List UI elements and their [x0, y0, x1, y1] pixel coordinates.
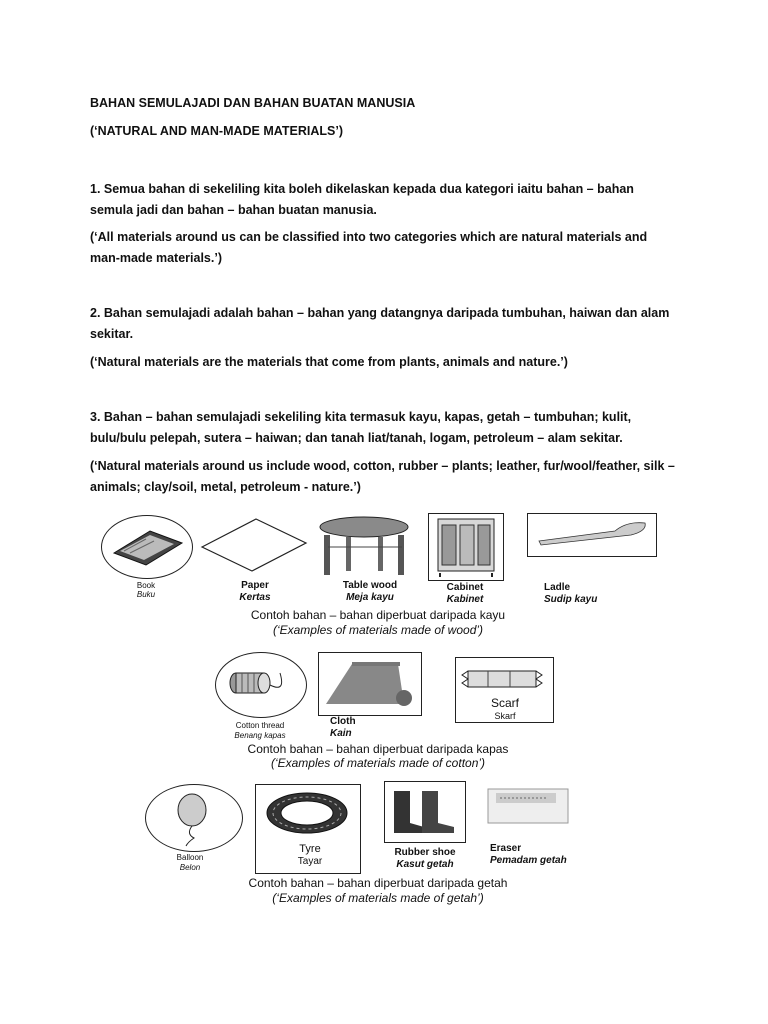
ladle-icon: [535, 519, 651, 549]
label-table-ms: Meja kayu: [346, 592, 394, 603]
scarf-icon: [462, 665, 546, 693]
label-ladle-ms: Sudip kayu: [544, 594, 598, 605]
label-rubber-shoe-ms: Kasut getah: [396, 859, 454, 870]
label-balloon-en: Balloon: [176, 853, 204, 862]
label-scarf-ms: Skarf: [494, 711, 516, 721]
label-cloth-en: Cloth: [330, 716, 356, 727]
label-table-en: Table wood: [342, 580, 398, 591]
cotton-caption-en: (‘Examples of materials made of cotton’): [270, 756, 486, 770]
label-tyre-en: Tyre: [299, 843, 321, 855]
tyre-icon: [264, 791, 350, 837]
label-book-ms: Buku: [136, 590, 156, 599]
rubber-shoe-icon: [390, 787, 460, 837]
paragraph-3-english: (‘Natural materials around us include wood, cotton, rubber – plants; leather, fur/wool/feather, silk – animals; clay/soil, metal, petroleum - nature.’): [90, 459, 675, 494]
balloon-icon: [172, 792, 212, 846]
materials-figure: [0, 505, 768, 915]
cotton-thread-icon: [228, 663, 292, 703]
book-icon: [110, 527, 186, 567]
label-rubber-shoe-en: Rubber shoe: [394, 847, 456, 858]
paper-icon: [200, 517, 310, 573]
paragraph-1-english: (‘All materials around us can be classified into two categories which are natural materials and man-made materials.’): [90, 230, 648, 265]
rubber-caption-ms: Contoh bahan – bahan diperbuat daripada getah: [248, 876, 508, 890]
label-book-en: Book: [136, 581, 156, 590]
paragraph-2-malay: 2. Bahan semulajadi adalah bahan – bahan yang datangnya daripada tumbuhan, haiwan dan alam sekitar.: [90, 306, 670, 341]
eraser-icon: [486, 785, 570, 827]
label-ladle-en: Ladle: [544, 582, 571, 593]
label-cabinet-ms: Kabinet: [446, 594, 484, 605]
label-paper-en: Paper: [241, 580, 269, 591]
label-tyre-ms: Tayar: [297, 856, 323, 867]
cabinet-icon: [436, 517, 496, 577]
rubber-caption-en: (‘Examples of materials made of getah’): [272, 891, 484, 905]
cotton-caption-ms: Contoh bahan – bahan diperbuat daripada kapas: [247, 742, 509, 756]
page-subtitle: (‘NATURAL AND MAN-MADE MATERIALS’): [90, 124, 343, 138]
paragraph-1-malay: 1. Semua bahan di sekeliling kita boleh dikelaskan kepada dua kategori iaitu bahan – bahan semula jadi dan bahan – bahan buatan manusia.: [90, 182, 634, 217]
cloth-icon: [324, 658, 416, 710]
label-eraser-ms: Pemadam getah: [490, 855, 567, 866]
paragraph-3-malay: 3. Bahan – bahan semulajadi sekeliling kita termasuk kayu, kapas, getah – tumbuhan; kulit, bulu/bulu pelepah, sutera – haiwan; dan tanah liat/tanah, logam, petroleum – alam sekitar.: [90, 410, 632, 445]
wood-table-icon: [318, 513, 410, 579]
label-cotton-thread-ms: Benang kapas: [234, 731, 286, 740]
page-title: BAHAN SEMULAJADI DAN BAHAN BUATAN MANUSIA: [90, 96, 416, 110]
wood-caption-en: (‘Examples of materials made of wood’): [272, 623, 484, 637]
label-paper-ms: Kertas: [239, 592, 271, 603]
label-cabinet-en: Cabinet: [446, 582, 484, 593]
label-cloth-ms: Kain: [330, 728, 352, 739]
label-balloon-ms: Belon: [179, 863, 201, 872]
label-eraser-en: Eraser: [490, 843, 522, 854]
paragraph-2-english: (‘Natural materials are the materials that come from plants, animals and nature.’): [90, 355, 568, 369]
wood-caption-ms: Contoh bahan – bahan diperbuat daripada kayu: [250, 608, 506, 622]
label-scarf-en: Scarf: [490, 696, 519, 710]
label-cotton-thread-en: Cotton thread: [235, 721, 285, 730]
